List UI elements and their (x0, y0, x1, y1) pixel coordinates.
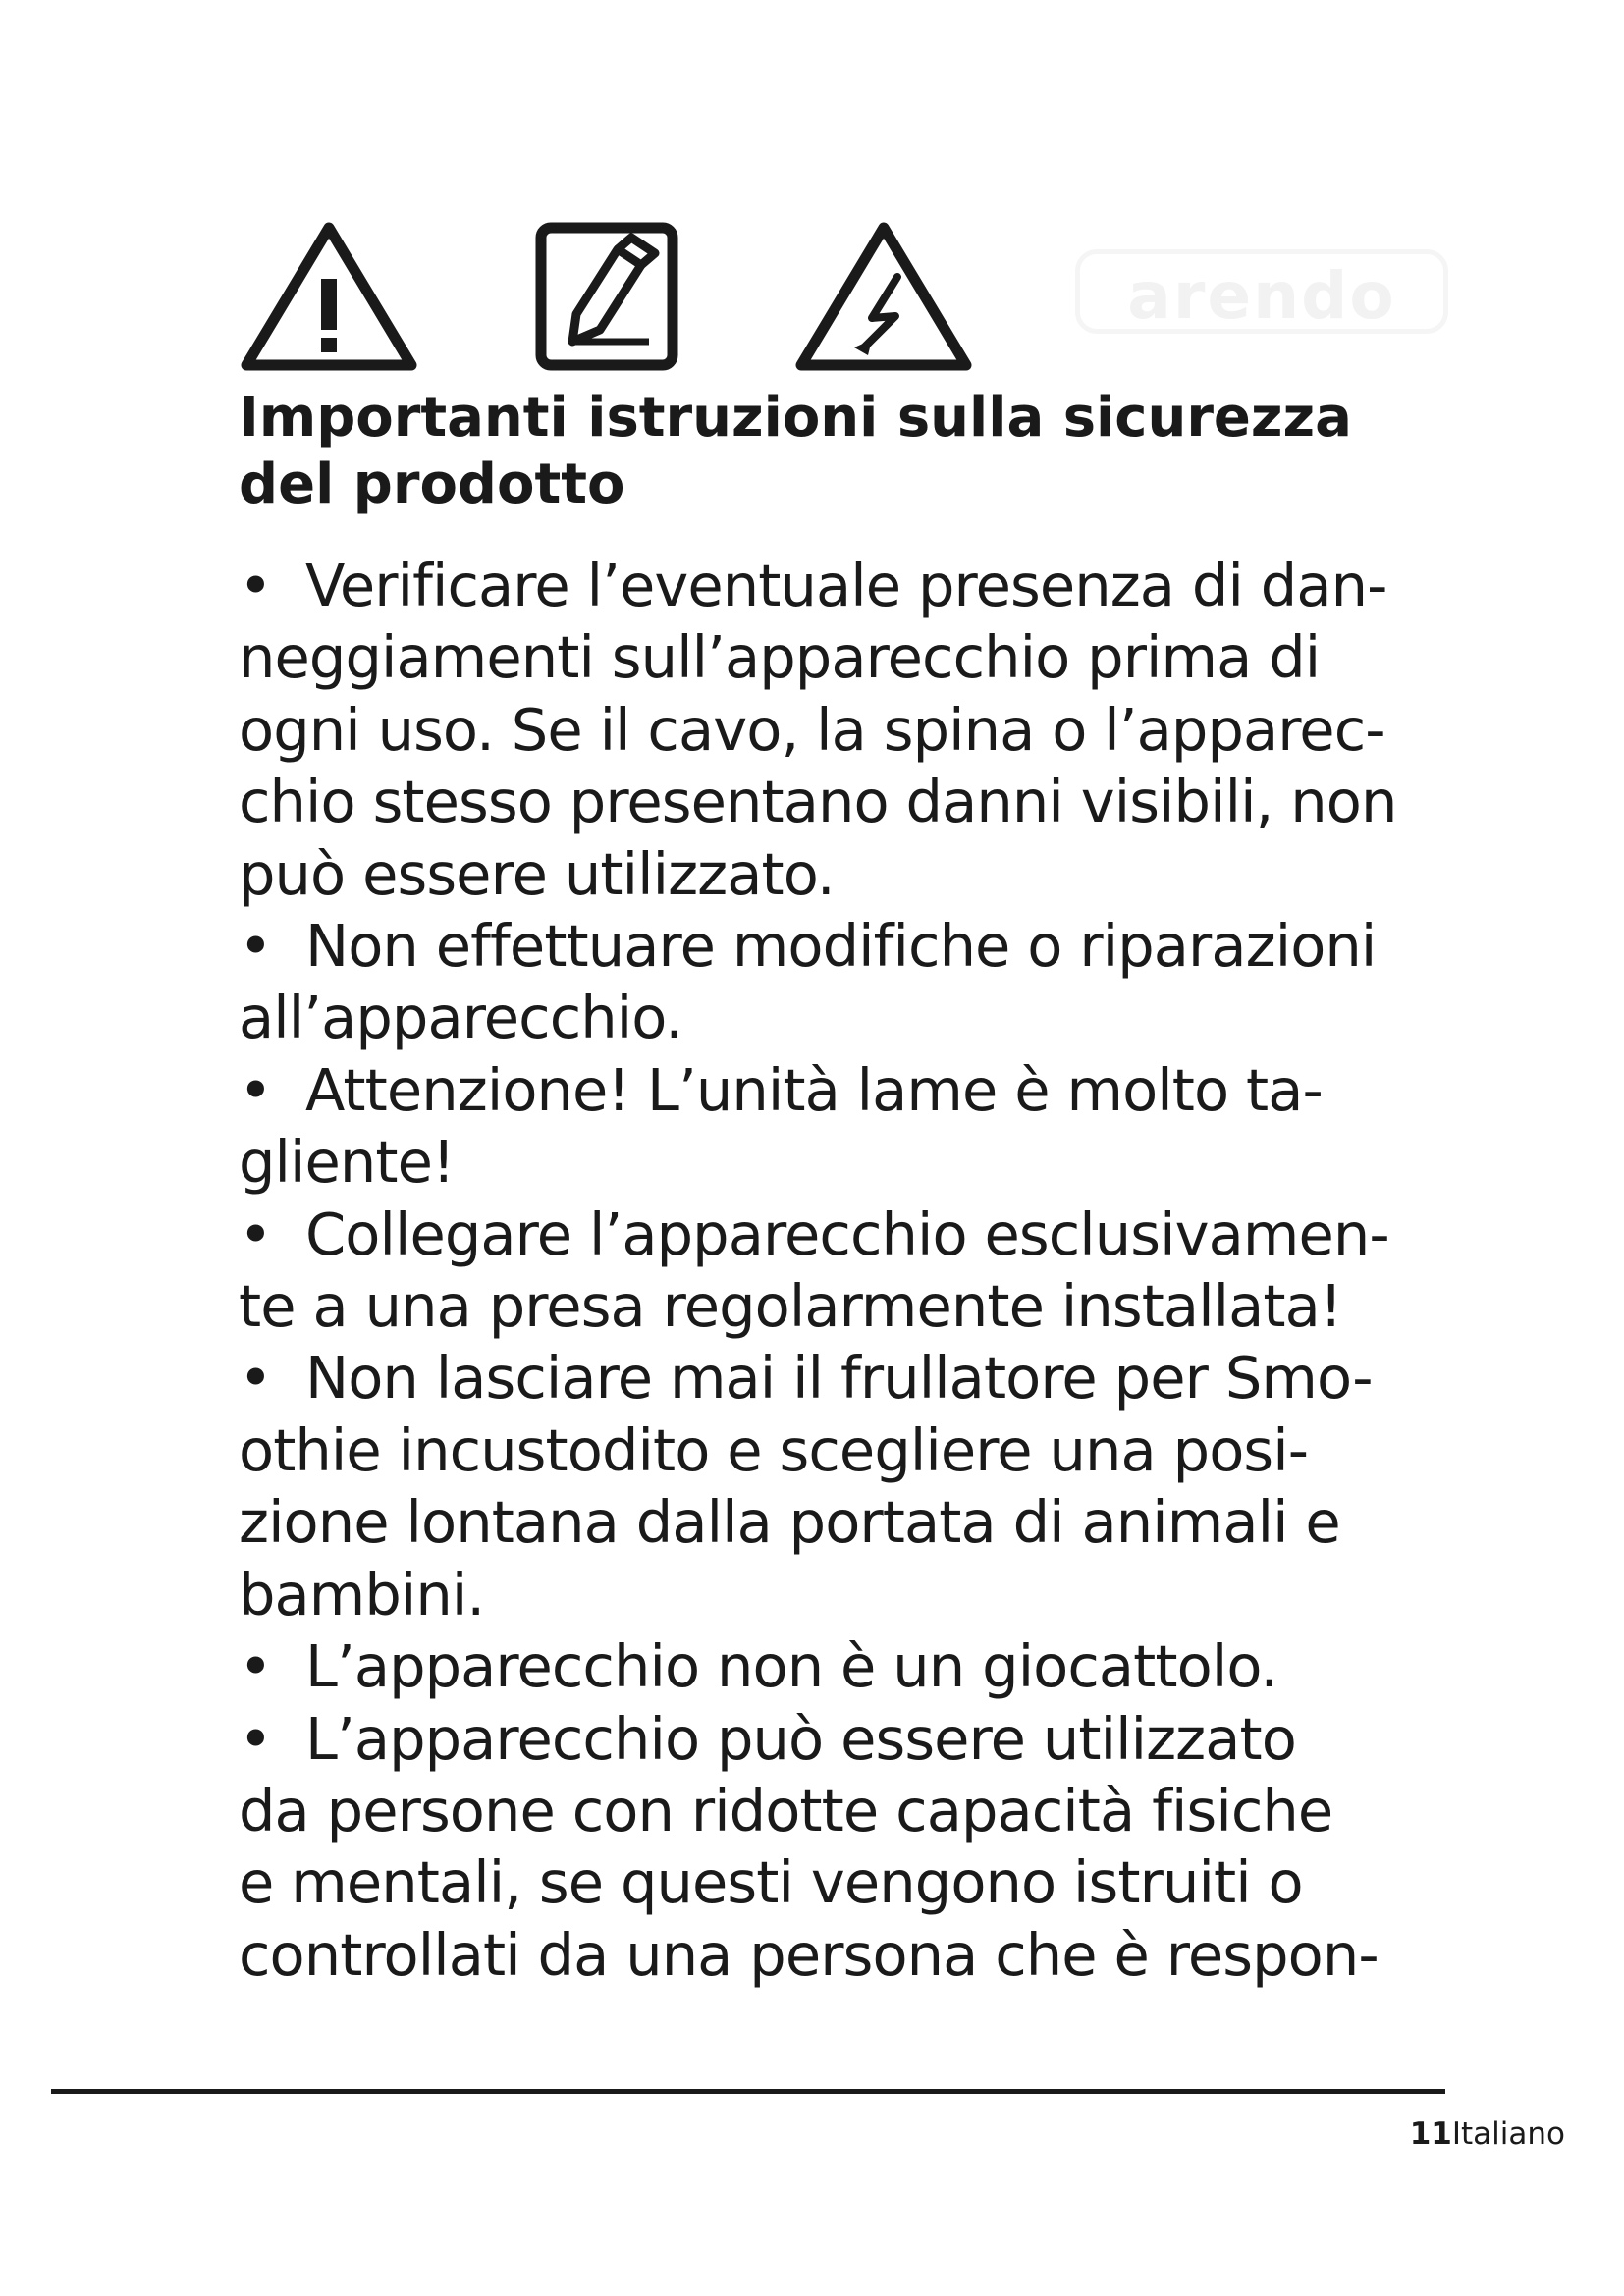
page-number: 11 (1409, 2116, 1452, 2152)
instruction-line (239, 1919, 1466, 1991)
instruction-line (239, 694, 1466, 766)
instruction-line (239, 766, 1466, 837)
instruction-text: Non lasciare mai il frullatore per Smo- (305, 1344, 1373, 1413)
instruction-line (239, 1054, 1466, 1126)
instruction-text: da persone con ridotte capacità fisiche (239, 1776, 1333, 1844)
instruction-line (239, 1342, 1466, 1414)
page-footer (1410, 2114, 1565, 2154)
instruction-item (239, 1199, 1466, 1343)
safety-instruction-list (239, 550, 1466, 1991)
instruction-text: Non effettuare modifiche o riparazioni (305, 912, 1377, 981)
instruction-item (239, 1054, 1466, 1199)
instruction-line (239, 1270, 1466, 1342)
instruction-text: neggiamenti sull’apparecchio prima di (239, 623, 1321, 692)
instruction-text: L’apparecchio non è un giocattolo. (305, 1632, 1278, 1701)
instruction-line (239, 1630, 1466, 1702)
instruction-text: othie incustodito e scegliere una posi- (239, 1415, 1309, 1484)
brand-logo: arendo (1075, 249, 1448, 334)
instruction-item (239, 1630, 1466, 1702)
instruction-line (239, 838, 1466, 910)
instruction-line (239, 1775, 1466, 1846)
instruction-text: te a una presa regolarmente installata! (239, 1272, 1342, 1341)
bullet-mark: • (239, 912, 272, 981)
instruction-text: L’apparecchio può essere utilizzato (305, 1704, 1296, 1773)
instruction-text: chio stesso presentano danni visibili, non (239, 768, 1397, 836)
instruction-text: Verificare l’eventuale presenza di dan- (305, 552, 1387, 619)
instruction-item (239, 550, 1466, 910)
bullet-mark: • (239, 1344, 272, 1413)
instruction-line (239, 550, 1466, 621)
instruction-line (239, 1415, 1466, 1486)
instruction-line (239, 982, 1466, 1053)
bullet-mark: • (239, 552, 272, 619)
instruction-line (239, 1559, 1466, 1630)
page-title: Importanti istruzioni sulla sicurezza del prodotto (239, 386, 1352, 516)
instruction-line (239, 621, 1466, 693)
instruction-text: controllati da una persona che è respon- (239, 1920, 1379, 1989)
instruction-text: gliente! (239, 1128, 455, 1197)
safety-icon-row (239, 218, 1446, 375)
bullet-mark: • (239, 1055, 272, 1124)
instruction-line (239, 1846, 1466, 1918)
warning-triangle-icon (239, 218, 419, 375)
instruction-text: all’apparecchio. (239, 984, 683, 1052)
bullet-mark: • (239, 1704, 272, 1773)
instruction-text: bambini. (239, 1560, 485, 1629)
footer-divider (51, 2089, 1445, 2094)
bullet-mark: • (239, 1632, 272, 1701)
electric-shock-icon (793, 218, 974, 375)
instruction-line (239, 910, 1466, 982)
instruction-text: zione lontana dalla portata di animali e (239, 1488, 1340, 1557)
instruction-item (239, 1703, 1466, 1992)
instruction-text: può essere utilizzato. (239, 839, 835, 908)
instruction-text: Collegare l’apparecchio esclusivamen- (305, 1200, 1389, 1268)
instruction-line (239, 1126, 1466, 1198)
instruction-item (239, 1342, 1466, 1630)
footer-language: Italiano (1451, 2116, 1565, 2152)
instruction-line (239, 1486, 1466, 1558)
read-manual-icon (533, 220, 680, 373)
instruction-text: ogni uso. Se il cavo, la spina o l’apparec- (239, 695, 1385, 764)
instruction-text: e mentali, se questi vengono istruiti o (239, 1848, 1303, 1917)
instruction-text: Attenzione! L’unità lame è molto ta- (305, 1055, 1323, 1124)
instruction-item (239, 910, 1466, 1054)
instruction-line (239, 1703, 1466, 1775)
instruction-line (239, 1199, 1466, 1270)
bullet-mark: • (239, 1200, 272, 1268)
